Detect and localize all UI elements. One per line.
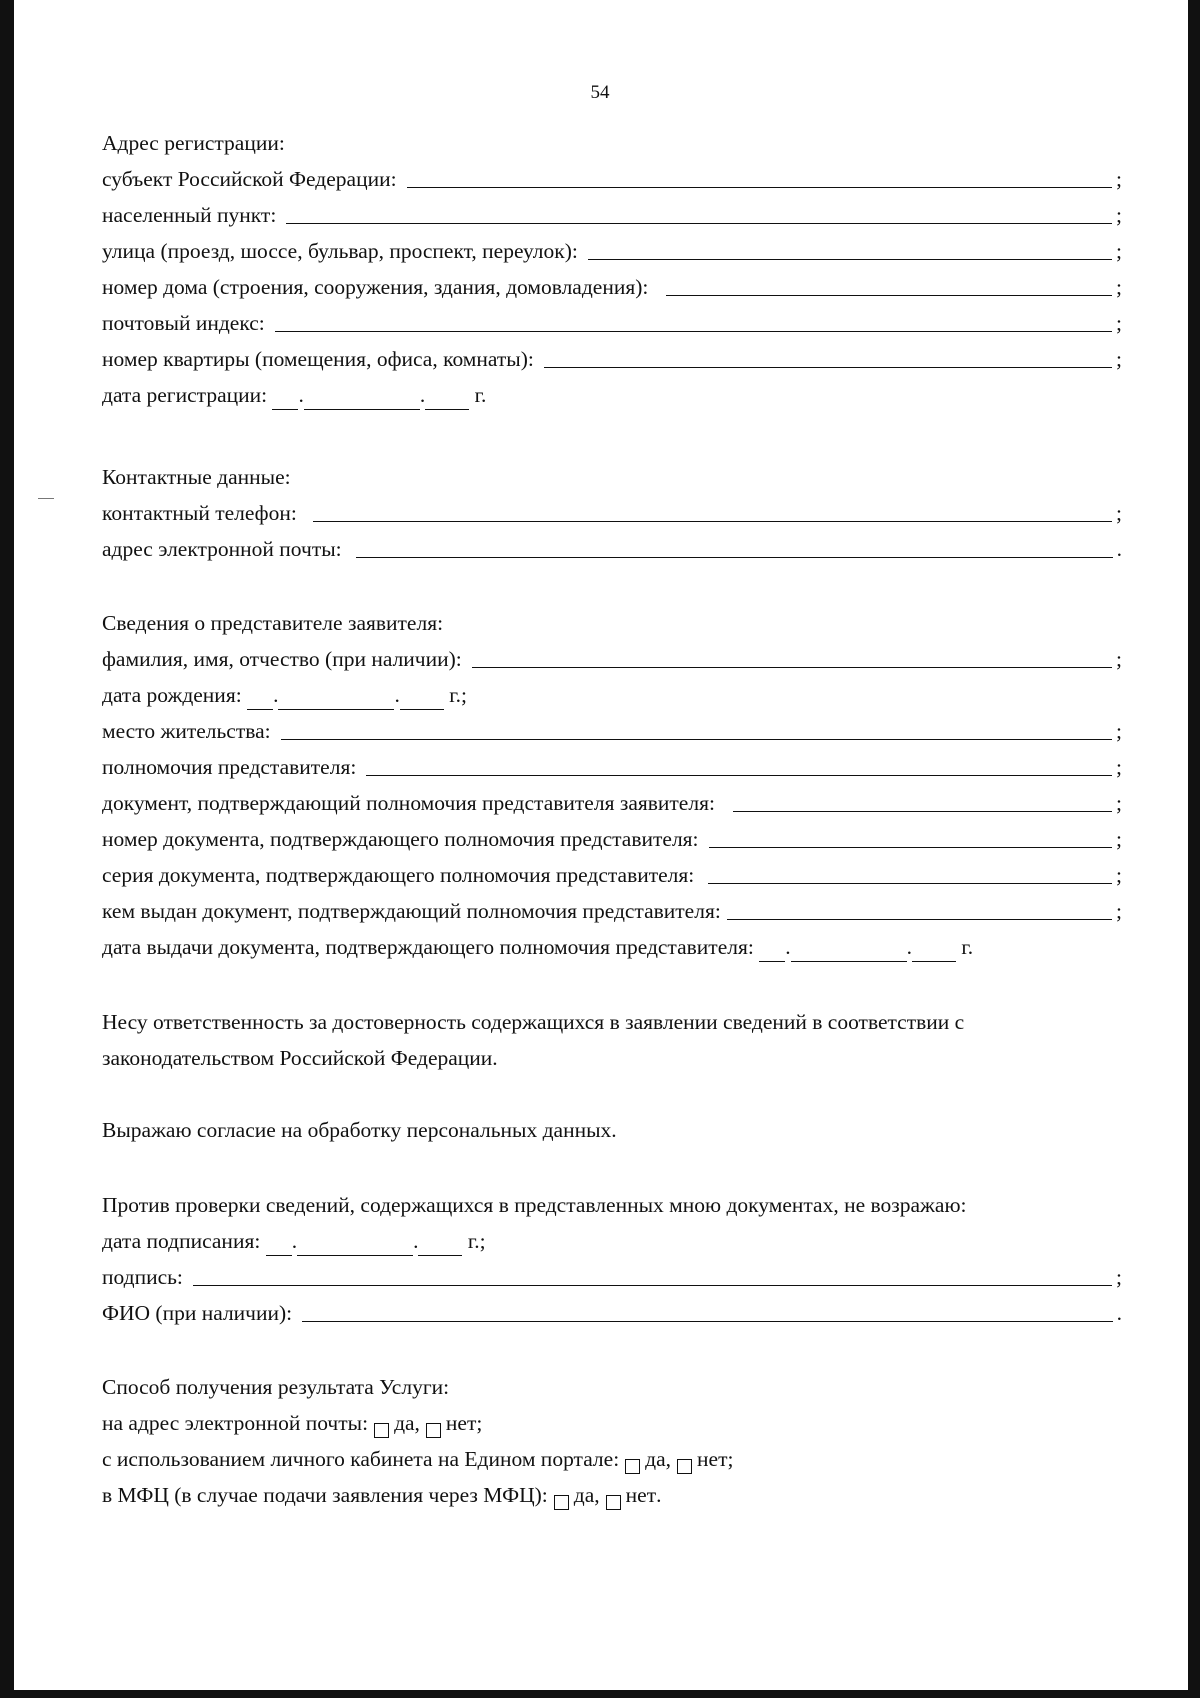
postcode-field[interactable] <box>275 307 1112 332</box>
delivery-email-row: на адрес электронной почты: да, нет ; <box>102 1404 1122 1438</box>
signing-month-field[interactable] <box>297 1233 413 1256</box>
delivery-portal-no-checkbox[interactable] <box>677 1459 692 1474</box>
delivery-mfc-row: в МФЦ (в случае подачи заявления через МФЦ): да, нет . <box>102 1476 1122 1510</box>
rep-doc-number-field[interactable] <box>709 823 1112 848</box>
street-field[interactable] <box>588 235 1112 260</box>
scan-border-left <box>0 0 14 1698</box>
rep-birth-date-row: дата рождения: . . г.; <box>102 676 1122 710</box>
rep-doc-series-row: серия документа, подтверждающего полномочия представителя: ; <box>102 856 1122 890</box>
apartment-field[interactable] <box>544 343 1112 368</box>
delivery-email-yes-checkbox[interactable] <box>374 1423 389 1438</box>
birth-month-field[interactable] <box>278 687 394 710</box>
rep-doc-issuer-row: кем выдан документ, подтверждающий полномочия представителя: ; <box>102 892 1122 926</box>
page-number: 54 <box>590 82 610 103</box>
delivery-mfc-no-checkbox[interactable] <box>606 1495 621 1510</box>
registration-year-field[interactable] <box>425 387 469 410</box>
no-objection-statement: Против проверки сведений, содержащихся в представленных мною документах, не возражаю: <box>102 1193 967 1217</box>
registration-date-row: дата регистрации: . . г. <box>102 376 1122 410</box>
rep-authority-doc-row: документ, подтверждающий полномочия представителя заявителя: ; <box>102 784 1122 818</box>
region-row: субъект Российской Федерации: ; <box>102 160 1122 194</box>
delivery-portal-yes-checkbox[interactable] <box>625 1459 640 1474</box>
signing-date-row: дата подписания: . . г.; <box>102 1222 1122 1256</box>
phone-row: контактный телефон: ; <box>102 494 1122 528</box>
signing-year-field[interactable] <box>418 1233 462 1256</box>
full-name-field[interactable] <box>302 1297 1112 1322</box>
rep-name-field[interactable] <box>472 643 1112 668</box>
contacts-heading: Контактные данные: <box>102 465 291 489</box>
rep-doc-issue-date-row: дата выдачи документа, подтверждающего полномочия представителя: . . г. <box>102 928 1122 962</box>
rep-doc-issuer-field[interactable] <box>727 895 1112 920</box>
issue-month-field[interactable] <box>791 939 907 962</box>
birth-day-field[interactable] <box>247 687 273 710</box>
issue-day-field[interactable] <box>759 939 785 962</box>
registration-month-field[interactable] <box>304 387 420 410</box>
house-row: номер дома (строения, сооружения, здания, домовладения): ; <box>102 268 1122 302</box>
rep-doc-series-field[interactable] <box>708 859 1112 884</box>
scan-border-bottom <box>0 1690 1200 1698</box>
issue-year-field[interactable] <box>912 939 956 962</box>
email-field[interactable] <box>356 533 1113 558</box>
locality-field[interactable] <box>286 199 1112 224</box>
responsibility-statement: Несу ответственность за достоверность содержащихся в заявлении сведений в соответствии с законодательством Российской Федерации. <box>102 1010 965 1070</box>
delivery-heading: Способ получения результата Услуги: <box>102 1375 450 1399</box>
signing-day-field[interactable] <box>266 1233 292 1256</box>
consent-statement: Выражаю согласие на обработку персональных данных. <box>102 1118 617 1142</box>
street-row: улица (проезд, шоссе, бульвар, проспект, переулок): ; <box>102 232 1122 266</box>
registration-heading: Адрес регистрации: <box>102 131 285 155</box>
house-field[interactable] <box>666 271 1112 296</box>
delivery-portal-row: с использованием личного кабинета на Едином портале: да, нет ; <box>102 1440 1122 1474</box>
margin-mark <box>38 498 54 499</box>
rep-residence-field[interactable] <box>281 715 1112 740</box>
rep-doc-number-row: номер документа, подтверждающего полномочия представителя: ; <box>102 820 1122 854</box>
delivery-mfc-yes-checkbox[interactable] <box>554 1495 569 1510</box>
email-row: адрес электронной почты: . <box>102 530 1122 564</box>
signature-field[interactable] <box>193 1261 1112 1286</box>
registration-day-field[interactable] <box>272 387 298 410</box>
region-field[interactable] <box>407 163 1112 188</box>
representative-heading: Сведения о представителе заявителя: <box>102 611 444 635</box>
birth-year-field[interactable] <box>400 687 444 710</box>
delivery-email-no-checkbox[interactable] <box>426 1423 441 1438</box>
postcode-row: почтовый индекс: ; <box>102 304 1122 338</box>
rep-authority-row: полномочия представителя: ; <box>102 748 1122 782</box>
rep-name-row: фамилия, имя, отчество (при наличии): ; <box>102 640 1122 674</box>
rep-residence-row: место жительства: ; <box>102 712 1122 746</box>
signature-row: подпись: ; <box>102 1258 1122 1292</box>
rep-authority-doc-field[interactable] <box>733 787 1112 812</box>
phone-field[interactable] <box>313 497 1112 522</box>
locality-row: населенный пункт: ; <box>102 196 1122 230</box>
apartment-row: номер квартиры (помещения, офиса, комнаты): ; <box>102 340 1122 374</box>
scan-border-right <box>1188 0 1200 1698</box>
rep-authority-field[interactable] <box>366 751 1112 776</box>
full-name-row: ФИО (при наличии): . <box>102 1294 1122 1328</box>
